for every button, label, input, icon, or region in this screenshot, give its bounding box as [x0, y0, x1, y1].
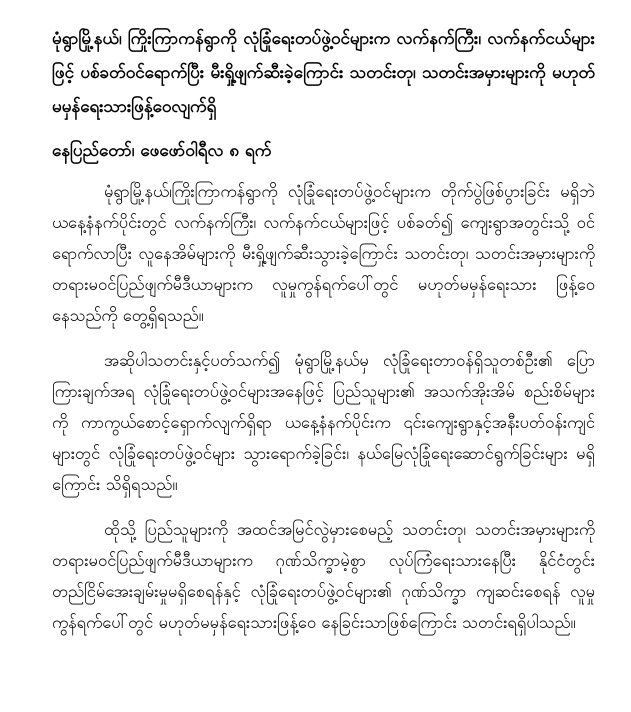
article-headline: မုံရွာမြို့နယ်၊ ကြိုးကြာကန်ရွာကို လုံခြုံရေးတပ်ဖွဲ့ဝင်များက လက်နက်ကြီး၊ လက်နက်ငယ်များဖြင့် ပစ်ခတ်ဝင်ရောက်ပြီး မီးရှို့ဖျက်ဆီးခဲ့ကြောင်း သတင်းတု၊ သတင်းအမှားများကို မဟုတ်မမှန်ရေးသားဖြန့်ဝေလျက်ရှိ [52, 29, 595, 117]
article-paragraph-1: မုံရွာမြို့နယ်၊ကြိုးကြာကန်ရွာကို လုံခြုံရေးတပ်ဖွဲ့ဝင်များက တိုက်ပွဲဖြစ်ပွားခြင်း မရှိဘဲ ယနေ့နံနက်ပိုင်းတွင် လက်နက်ကြီး၊ လက်နက်ငယ်များဖြင့် ပစ်ခတ်၍ ကျေးရွာအတွင်းသို့ ဝင်ရောက်လာပြီး လူနေအိမ်များကို မီးရှို့ဖျက်ဆီးသွားခဲ့ကြောင်း သတင်းတု၊ သတင်းအမှားများကို တရားမဝင်ပြည်ဖျက်မီဒီယာများက လူမှုကွန်ရက်ပေါ်တွင် မဟုတ်မမှန်ရေးသား ဖြန့်ဝေနေသည်ကို တွေ့ရှိရသည်။ [52, 182, 595, 325]
article-paragraph-3: ထိုသို့ ပြည်သူများကို အထင်အမြင်လွဲမှားစေမည့် သတင်းတု၊ သတင်းအမှားများကို တရားမဝင်ပြည်ဖျက်မီဒီယာများက ဂုဏ်သိက္ခာမဲ့စွာ လုပ်ကြံရေးသားနေပြီး နိုင်ငံတွင်း တည်ငြိမ်အေးချမ်းမှုမရှိစေရန်နှင့် လုံခြုံရေးတပ်ဖွဲ့ဝင်များ၏ ဂုဏ်သိက္ခာ ကျဆင်းစေရန် လူမှုကွန်ရက်ပေါ်တွင် မဟုတ်မမှန်ရေးသားဖြန့်ဝေ နေခြင်းသာဖြစ်ကြောင်း သတင်းရရှိပါသည်။ [52, 520, 595, 632]
article-paragraph-2: အဆိုပါသတင်းနှင့်ပတ်သက်၍ မုံရွာမြို့နယ်မှ လုံခြုံရေးတာဝန်ရှိသူတစ်ဦး၏ ပြောကြားချက်အရ လုံခြုံရေးတပ်ဖွဲ့ဝင်များအနေဖြင့် ပြည်သူများ၏ အသက်အိုးအိမ် စည်းစိမ်များကို ကာကွယ်စောင့်ရှောက်လျက်ရှိရာ ယနေ့နံနက်ပိုင်းက ၎င်းကျေးရွာနှင့်အနီးပတ်ဝန်းကျင်များတွင် လုံခြုံရေးတပ်ဖွဲ့ဝင်များ သွားရောက်ခဲ့ခြင်း၊ နယ်မြေလုံခြုံရေးဆောင်ရွက်ခြင်းများ မရှိကြောင်း သိရှိရသည်။ [52, 351, 595, 494]
article-dateline: နေပြည်တော်၊ ဖေဖော်ဝါရီလ ၈ ရက် [52, 141, 272, 161]
